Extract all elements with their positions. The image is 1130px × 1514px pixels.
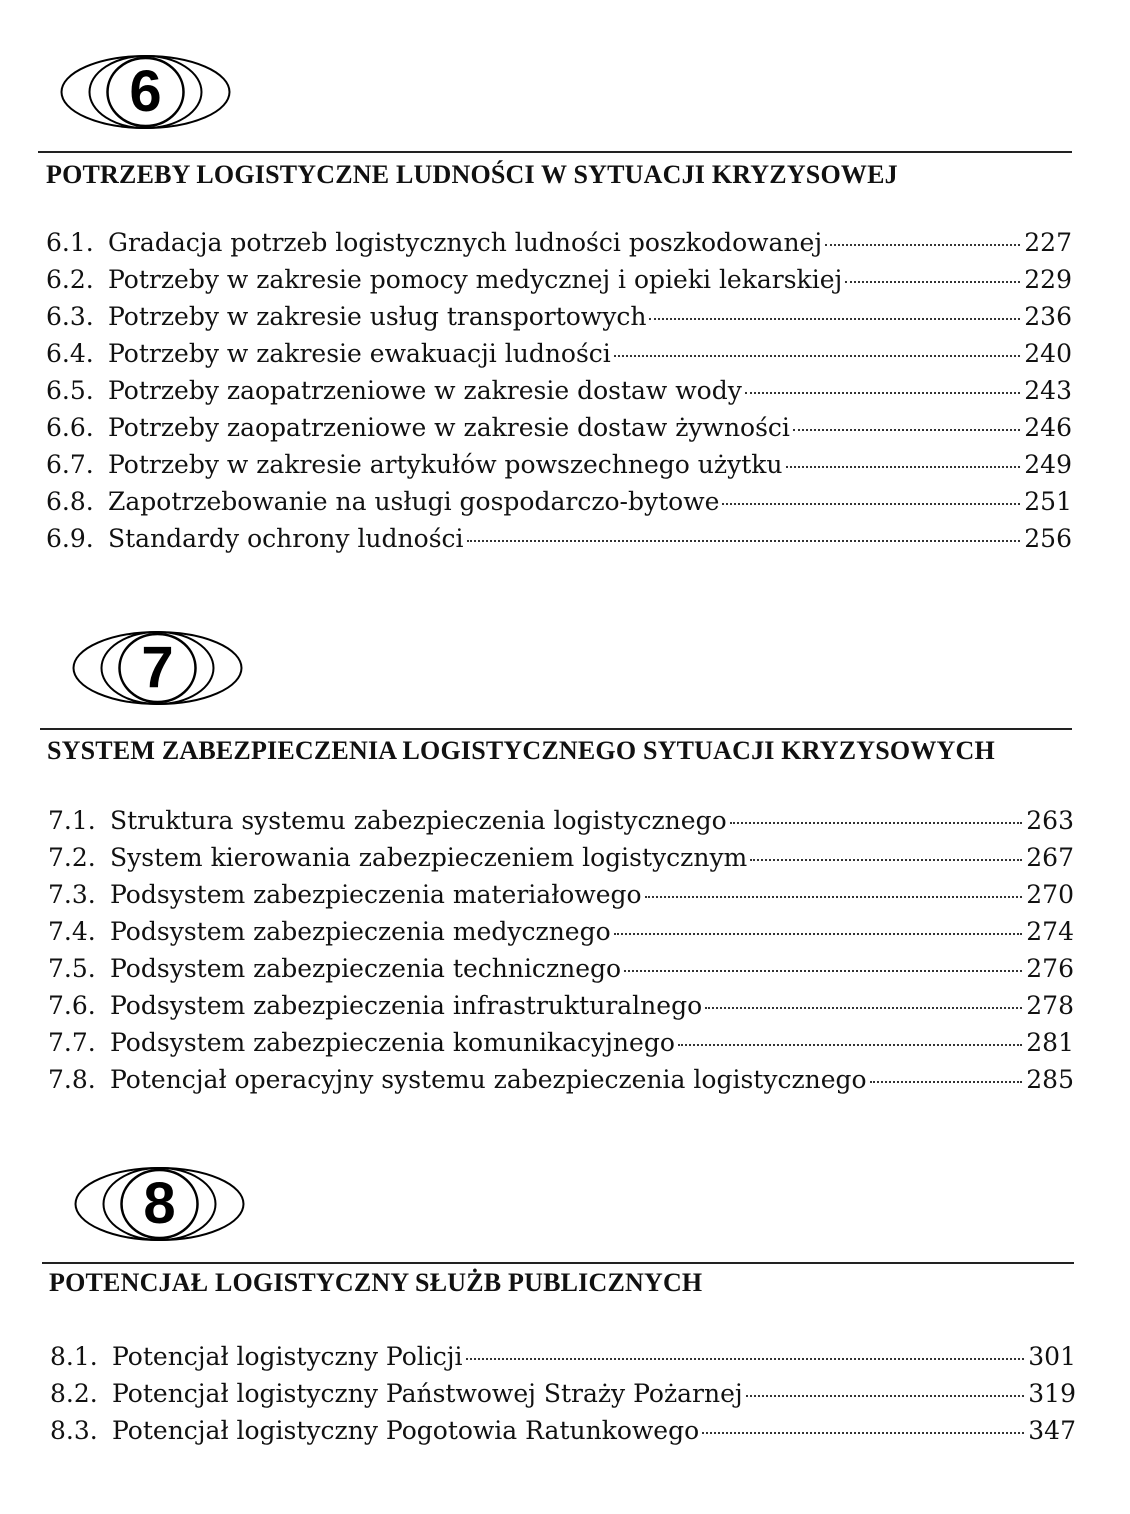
entry-number: 7.6. [48, 991, 96, 1020]
toc-entry[interactable] [50, 1416, 1076, 1453]
chapter-title: SYSTEM ZABEZPIECZENIA LOGISTYCZNEGO SYTUACJI KRYZYSOWYCH [47, 736, 995, 765]
toc-entry[interactable] [46, 487, 1072, 524]
entry-title: Potrzeby w zakresie pomocy medycznej i opieki lekarskiej [108, 265, 843, 294]
toc-entry[interactable] [46, 339, 1072, 376]
entry-page-number: 347 [1028, 1416, 1076, 1445]
entry-number: 8.1. [50, 1342, 98, 1371]
toc-entry[interactable] [46, 228, 1072, 265]
toc-entry-list [50, 1342, 1076, 1453]
entry-title: Podsystem zabezpieczenia infrastrukturalnego [110, 991, 703, 1020]
entry-number: 6.8. [46, 487, 94, 516]
entry-number: 6.7. [46, 450, 94, 479]
dot-leader [678, 1044, 1022, 1046]
entry-number: 7.1. [48, 806, 96, 835]
entry-page-number: 285 [1026, 1065, 1074, 1094]
entry-title: Potencjał logistyczny Policji [112, 1342, 463, 1371]
entry-title: Potencjał operacyjny systemu zabezpieczenia logistycznego [110, 1065, 867, 1094]
chapter-rule [42, 1262, 1074, 1264]
toc-entry[interactable] [46, 450, 1072, 487]
dot-leader [466, 1358, 1025, 1360]
dot-leader [614, 933, 1023, 935]
dot-leader [870, 1081, 1023, 1083]
chapter-title: POTENCJAŁ LOGISTYCZNY SŁUŻB PUBLICZNYCH [49, 1268, 703, 1297]
entry-title: Potrzeby zaopatrzeniowe w zakresie dostaw żywności [108, 413, 790, 442]
entry-number: 6.6. [46, 413, 94, 442]
toc-entry[interactable] [46, 302, 1072, 339]
toc-entry[interactable] [48, 1028, 1074, 1065]
toc-entry[interactable] [48, 880, 1074, 917]
dot-leader [722, 503, 1020, 505]
entry-number: 7.3. [48, 880, 96, 909]
entry-number: 8.3. [50, 1416, 98, 1445]
toc-entry[interactable] [50, 1342, 1076, 1379]
entry-page-number: 276 [1026, 954, 1074, 983]
entry-page-number: 281 [1026, 1028, 1074, 1057]
entry-title: Podsystem zabezpieczenia komunikacyjnego [110, 1028, 675, 1057]
entry-title: Podsystem zabezpieczenia technicznego [110, 954, 622, 983]
dot-leader [649, 318, 1020, 320]
entry-title: Gradacja potrzeb logistycznych ludności poszkodowanej [108, 228, 823, 257]
entry-number: 6.2. [46, 265, 94, 294]
chapter-rule [40, 728, 1072, 730]
entry-page-number: 278 [1026, 991, 1074, 1020]
chapter-title: POTRZEBY LOGISTYCZNE LUDNOŚCI W SYTUACJI KRYZYSOWEJ [46, 160, 898, 189]
entry-page-number: 319 [1028, 1379, 1076, 1408]
entry-number: 6.5. [46, 376, 94, 405]
entry-page-number: 229 [1024, 265, 1072, 294]
toc-entry[interactable] [48, 806, 1074, 843]
dot-leader [746, 1395, 1025, 1397]
entry-number: 6.4. [46, 339, 94, 368]
dot-leader [750, 859, 1022, 861]
entry-number: 6.9. [46, 524, 94, 553]
entry-number: 7.2. [48, 843, 96, 872]
entry-title: Potencjał logistyczny Państwowej Straży Pożarnej [112, 1379, 743, 1408]
entry-title: Potrzeby w zakresie usług transportowych [108, 302, 647, 331]
toc-entry[interactable] [48, 917, 1074, 954]
chapter-rule [38, 151, 1072, 153]
chapter-number-badge [58, 52, 233, 132]
entry-page-number: 263 [1026, 806, 1074, 835]
chapter-number-badge [72, 1164, 247, 1244]
chapter-number: 8 [143, 1171, 176, 1236]
dot-leader [624, 970, 1022, 972]
toc-entry[interactable] [46, 524, 1072, 561]
toc-entry[interactable] [48, 843, 1074, 880]
dot-leader [825, 244, 1020, 246]
dot-leader [793, 429, 1020, 431]
entry-page-number: 236 [1024, 302, 1072, 331]
entry-page-number: 243 [1024, 376, 1072, 405]
entry-page-number: 274 [1026, 917, 1074, 946]
dot-leader [467, 540, 1021, 542]
dot-leader [786, 466, 1021, 468]
entry-page-number: 256 [1024, 524, 1072, 553]
entry-number: 6.3. [46, 302, 94, 331]
toc-entry[interactable] [46, 265, 1072, 302]
dot-leader [702, 1432, 1024, 1434]
toc-entry[interactable] [46, 376, 1072, 413]
toc-entry[interactable] [46, 413, 1072, 450]
entry-number: 6.1. [46, 228, 94, 257]
entry-title: Potrzeby zaopatrzeniowe w zakresie dostaw wody [108, 376, 742, 405]
entry-number: 7.4. [48, 917, 96, 946]
dot-leader [614, 355, 1020, 357]
entry-page-number: 301 [1028, 1342, 1076, 1371]
toc-entry-list [46, 228, 1072, 561]
toc-entry[interactable] [48, 954, 1074, 991]
dot-leader [730, 822, 1023, 824]
entry-title: Potrzeby w zakresie artykułów powszechnego użytku [108, 450, 783, 479]
entry-title: Zapotrzebowanie na usługi gospodarczo-bytowe [108, 487, 720, 516]
entry-number: 7.5. [48, 954, 96, 983]
entry-number: 7.8. [48, 1065, 96, 1094]
entry-title: Standardy ochrony ludności [108, 524, 464, 553]
entry-number: 8.2. [50, 1379, 98, 1408]
entry-title: Podsystem zabezpieczenia materiałowego [110, 880, 642, 909]
toc-entry[interactable] [48, 1065, 1074, 1102]
dot-leader [645, 896, 1023, 898]
chapter-number-badge [70, 628, 245, 708]
entry-title: Struktura systemu zabezpieczenia logistycznego [110, 806, 727, 835]
entry-page-number: 240 [1024, 339, 1072, 368]
entry-page-number: 249 [1024, 450, 1072, 479]
chapter-number: 6 [129, 59, 162, 124]
entry-title: System kierowania zabezpieczeniem logistycznym [110, 843, 748, 872]
chapter-number: 7 [141, 635, 174, 700]
entry-page-number: 246 [1024, 413, 1072, 442]
entry-page-number: 227 [1024, 228, 1072, 257]
entry-title: Potrzeby w zakresie ewakuacji ludności [108, 339, 611, 368]
entry-page-number: 270 [1026, 880, 1074, 909]
entry-page-number: 251 [1024, 487, 1072, 516]
entry-number: 7.7. [48, 1028, 96, 1057]
toc-entry-list [48, 806, 1074, 1102]
entry-page-number: 267 [1026, 843, 1074, 872]
toc-entry[interactable] [50, 1379, 1076, 1416]
entry-title: Potencjał logistyczny Pogotowia Ratunkowego [112, 1416, 700, 1445]
toc-entry[interactable] [48, 991, 1074, 1028]
dot-leader [745, 392, 1020, 394]
entry-title: Podsystem zabezpieczenia medycznego [110, 917, 611, 946]
dot-leader [705, 1007, 1022, 1009]
dot-leader [845, 281, 1020, 283]
